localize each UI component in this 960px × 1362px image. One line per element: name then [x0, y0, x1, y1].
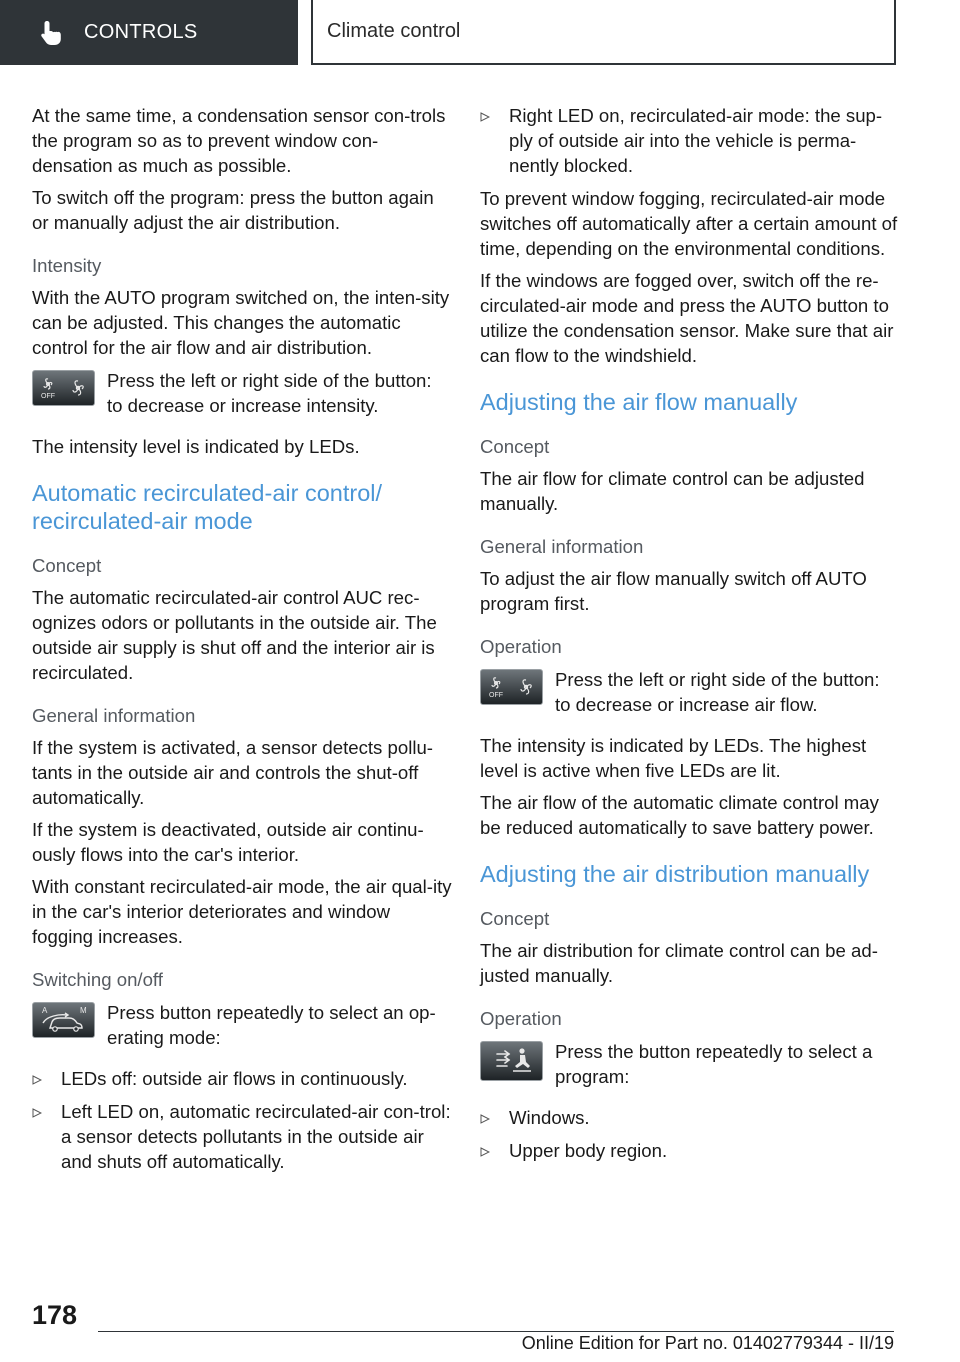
list-item-text: Windows.	[509, 1107, 590, 1128]
paragraph: The air flow of the automatic climate control may be reduced automatically to save battery power.	[480, 792, 879, 838]
manual-mode-label: M	[80, 1006, 87, 1015]
subheading-intensity: Intensity	[32, 255, 102, 276]
mode-list-continued	[480, 103, 900, 178]
list-item	[32, 1099, 452, 1174]
triangle-bullet-icon	[480, 1114, 490, 1124]
paragraph: If the system is deactivated, outside air continu-ously flows into the car's interior.	[32, 819, 424, 865]
mode-list	[32, 1066, 452, 1174]
instruction-text: Press the left or right side of the button: to decrease or increase intensity.	[107, 370, 432, 416]
instruction-text: Press the left or right side of the button: to decrease or increase air flow.	[555, 669, 880, 715]
paragraph: To switch off the program: press the button again or manually adjust the air distribution.	[32, 187, 434, 233]
paragraph: The air distribution for climate control can be ad-justed manually.	[480, 940, 878, 986]
list-item-text: Left LED on, automatic recirculated-air con-trol: a sensor detects pollutants in the outside air and shuts off automatically.	[61, 1101, 451, 1172]
paragraph: The air flow for climate control can be adjusted manually.	[480, 468, 865, 514]
triangle-bullet-icon	[480, 112, 490, 122]
footer-divider	[98, 1331, 894, 1332]
heading-air-flow: Adjusting the air flow manually	[480, 389, 798, 415]
list-item-text: Right LED on, recirculated-air mode: the sup-ply of outside air into the vehicle is perma-nently blocked.	[509, 105, 883, 176]
triangle-bullet-icon	[32, 1075, 42, 1085]
switch-instruction	[32, 1000, 452, 1050]
paragraph: The intensity is indicated by LEDs. The highest level is active when five LEDs are lit.	[480, 735, 867, 781]
paragraph: With the AUTO program switched on, the inten-sity can be adjusted. This changes the automatic control for the air flow and air distribution.	[32, 287, 450, 358]
off-label: OFF	[489, 692, 503, 699]
list-item-text: LEDs off: outside air flows in continuously.	[61, 1068, 408, 1089]
section-tab	[0, 0, 298, 65]
instruction-text: Press the button repeatedly to select a program:	[555, 1041, 873, 1087]
subheading-general-information: General information	[480, 536, 644, 557]
page-number: 178	[32, 1300, 78, 1330]
list-item	[32, 1066, 452, 1091]
edition-text: Online Edition for Part no. 01402779344 - II/19	[521, 1333, 894, 1353]
fan-off-button-icon	[32, 370, 95, 406]
paragraph: The automatic recirculated-air control AUC rec-ognizes odors or pollutants in the outside air. The outside air supply is shut off and the interior air is recirculated.	[32, 587, 437, 683]
list-item	[480, 103, 900, 178]
off-label: OFF	[41, 393, 55, 400]
heading-recirculated-air: Automatic recirculated-air control/ recirculated-air mode	[32, 480, 383, 534]
paragraph: To prevent window fogging, recirculated-air mode switches off automatically after a certain amount of time, depending on the environmental conditions.	[480, 188, 898, 259]
hand-pointer-icon	[40, 20, 62, 46]
paragraph: To adjust the air flow manually switch off AUTO program first.	[480, 568, 867, 614]
paragraph: The intensity level is indicated by LEDs.	[32, 436, 360, 457]
distribution-instruction	[480, 1039, 900, 1089]
section-label: CONTROLS	[84, 21, 198, 43]
program-list	[480, 1105, 900, 1163]
list-item-text: Upper body region.	[509, 1140, 668, 1161]
air-distribution-button-icon	[480, 1041, 543, 1081]
intensity-instruction	[32, 368, 452, 418]
instruction-text: Press button repeatedly to select an op-erating mode:	[107, 1002, 436, 1048]
paragraph: At the same time, a condensation sensor con-trols the program so as to prevent window con-densation as much as possible.	[32, 105, 446, 176]
paragraph: If the system is activated, a sensor detects pollu-tants in the outside air and controls the shut-off automatically.	[32, 737, 433, 808]
recirculation-button-icon	[32, 1002, 95, 1038]
right-column	[480, 103, 900, 1171]
subheading-switching: Switching on/off	[32, 969, 163, 990]
auto-mode-label: A	[42, 1006, 48, 1015]
triangle-bullet-icon	[32, 1108, 42, 1118]
list-item	[480, 1138, 900, 1163]
subheading-general-information: General information	[32, 705, 196, 726]
paragraph: With constant recirculated-air mode, the air qual-ity in the car's interior deteriorates and window fogging increases.	[32, 876, 452, 947]
subheading-concept: Concept	[32, 555, 102, 576]
chapter-title: Climate control	[327, 20, 461, 42]
left-column	[32, 103, 452, 1182]
subheading-concept: Concept	[480, 436, 550, 457]
chapter-title-box	[311, 0, 896, 65]
airflow-instruction	[480, 667, 900, 717]
list-item	[480, 1105, 900, 1130]
fan-off-button-icon	[480, 669, 543, 705]
heading-air-distribution: Adjusting the air distribution manually	[480, 861, 870, 887]
subheading-operation: Operation	[480, 636, 562, 657]
triangle-bullet-icon	[480, 1147, 490, 1157]
paragraph: If the windows are fogged over, switch off the re-circulated-air mode and press the AUTO button to utilize the condensation sensor. Make sure that air can flow to the windshield.	[480, 270, 894, 366]
subheading-operation: Operation	[480, 1008, 562, 1029]
subheading-concept: Concept	[480, 908, 550, 929]
